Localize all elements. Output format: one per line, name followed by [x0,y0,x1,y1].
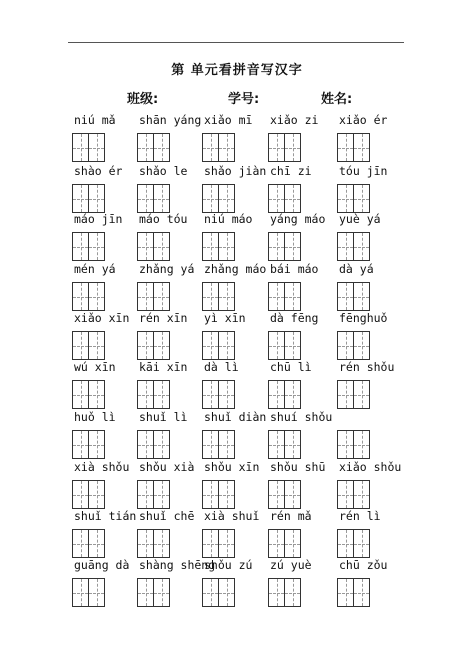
pinyin-label: yáng máo [270,212,326,226]
tianzige-box[interactable] [268,133,285,162]
name-label: 姓名: [321,92,353,107]
character-writing-boxes[interactable] [202,232,235,261]
tianzige-box[interactable] [154,380,170,409]
tianzige-box[interactable] [72,232,89,261]
tianzige-box[interactable] [154,529,170,558]
tianzige-box[interactable] [202,480,219,509]
tianzige-box[interactable] [354,331,370,360]
character-writing-boxes[interactable] [202,480,235,509]
tianzige-box[interactable] [202,133,219,162]
pinyin-label: shuǐ tián [74,509,137,523]
tianzige-box[interactable] [72,380,89,409]
character-writing-boxes[interactable] [72,380,105,409]
pinyin-label: huǒ lì [74,410,116,424]
tianzige-box[interactable] [268,529,285,558]
tianzige-box[interactable] [219,184,235,213]
tianzige-box[interactable] [89,184,105,213]
tianzige-box[interactable] [137,430,154,459]
pinyin-label: xià shuǐ [204,509,260,523]
tianzige-box[interactable] [354,184,370,213]
tianzige-box[interactable] [268,232,285,261]
pinyin-label: zhǎng máo [204,262,267,276]
pinyin-label: shuǐ chē [139,509,195,523]
tianzige-box[interactable] [219,430,235,459]
pinyin-label: xiǎo mī [204,113,253,127]
tianzige-box[interactable] [354,430,370,459]
character-writing-boxes[interactable] [72,282,105,311]
tianzige-box[interactable] [337,133,354,162]
tianzige-box[interactable] [202,331,219,360]
tianzige-box[interactable] [219,480,235,509]
tianzige-box[interactable] [202,430,219,459]
tianzige-box[interactable] [154,184,170,213]
tianzige-box[interactable] [337,232,354,261]
pinyin-label: wú xīn [74,360,116,374]
tianzige-box[interactable] [72,133,89,162]
pinyin-label: zú yuè [270,558,312,572]
tianzige-box[interactable] [219,529,235,558]
tianzige-box[interactable] [202,184,219,213]
character-writing-boxes[interactable] [202,578,235,607]
character-writing-boxes[interactable] [72,578,105,607]
tianzige-box[interactable] [72,578,89,607]
tianzige-box[interactable] [337,184,354,213]
character-writing-boxes[interactable] [72,430,105,459]
pinyin-label: xiǎo shǒu [339,460,402,474]
tianzige-box[interactable] [154,282,170,311]
tianzige-box[interactable] [268,184,285,213]
tianzige-box[interactable] [354,380,370,409]
character-writing-boxes[interactable] [137,480,170,509]
character-writing-boxes[interactable] [337,430,370,459]
tianzige-box[interactable] [137,380,154,409]
tianzige-box[interactable] [268,380,285,409]
character-writing-boxes[interactable] [337,133,370,162]
character-writing-boxes[interactable] [137,133,170,162]
tianzige-box[interactable] [202,529,219,558]
pinyin-label: xiǎo xīn [74,311,130,325]
tianzige-box[interactable] [285,529,301,558]
tianzige-box[interactable] [354,480,370,509]
pinyin-label: guāng dà [74,558,130,572]
tianzige-box[interactable] [337,529,354,558]
tianzige-box[interactable] [137,331,154,360]
pinyin-label: dà yá [339,262,374,276]
tianzige-box[interactable] [354,282,370,311]
tianzige-box[interactable] [285,480,301,509]
pinyin-label: shǒu zú [204,558,253,572]
tianzige-box[interactable] [72,529,89,558]
tianzige-box[interactable] [72,430,89,459]
pinyin-label: shàng shēng [139,558,216,572]
character-writing-boxes[interactable] [202,430,235,459]
character-writing-boxes[interactable] [268,380,301,409]
pinyin-label: shuǐ diàn [204,410,267,424]
tianzige-box[interactable] [137,282,154,311]
tianzige-box[interactable] [337,430,354,459]
pinyin-label: shuǐ lì [139,410,188,424]
tianzige-box[interactable] [154,133,170,162]
character-writing-boxes[interactable] [137,232,170,261]
pinyin-label: yì xīn [204,311,246,325]
tianzige-box[interactable] [154,331,170,360]
tianzige-box[interactable] [268,331,285,360]
pinyin-label: rén xīn [139,311,188,325]
character-writing-boxes[interactable] [337,331,370,360]
tianzige-box[interactable] [219,380,235,409]
tianzige-box[interactable] [268,578,285,607]
tianzige-box[interactable] [72,331,89,360]
pinyin-label: dà fēng [270,311,319,325]
tianzige-box[interactable] [337,578,354,607]
character-writing-boxes[interactable] [202,133,235,162]
character-writing-boxes[interactable] [337,380,370,409]
tianzige-box[interactable] [354,133,370,162]
character-writing-boxes[interactable] [202,331,235,360]
pinyin-label: shuí shǒu [270,410,333,424]
tianzige-box[interactable] [285,380,301,409]
tianzige-box[interactable] [337,480,354,509]
tianzige-box[interactable] [285,133,301,162]
pinyin-label: chū lì [270,360,312,374]
pinyin-label: niú mǎ [74,113,116,127]
pinyin-label: tóu jīn [339,164,388,178]
tianzige-box[interactable] [285,578,301,607]
character-writing-boxes[interactable] [72,480,105,509]
tianzige-box[interactable] [202,578,219,607]
tianzige-box[interactable] [337,331,354,360]
character-writing-boxes[interactable] [72,232,105,261]
pinyin-label: chū zǒu [339,558,388,572]
tianzige-box[interactable] [89,430,105,459]
pinyin-label: shào ér [74,164,123,178]
pinyin-label: máo tóu [139,212,188,226]
tianzige-box[interactable] [72,480,89,509]
pinyin-label: shān yáng [139,113,202,127]
character-writing-boxes[interactable] [268,578,301,607]
class-label: 班级: [127,92,159,107]
character-writing-boxes[interactable] [337,529,370,558]
tianzige-box[interactable] [285,282,301,311]
tianzige-box[interactable] [89,331,105,360]
tianzige-box[interactable] [154,480,170,509]
pinyin-label: shǒu xià [139,460,195,474]
character-writing-boxes[interactable] [137,184,170,213]
character-writing-boxes[interactable] [268,430,301,459]
character-writing-boxes[interactable] [137,331,170,360]
character-writing-boxes[interactable] [137,529,170,558]
tianzige-box[interactable] [137,578,154,607]
pinyin-label: máo jīn [74,212,123,226]
character-writing-boxes[interactable] [337,578,370,607]
character-writing-boxes[interactable] [337,282,370,311]
tianzige-box[interactable] [89,529,105,558]
pinyin-label: yuè yá [339,212,381,226]
tianzige-box[interactable] [89,380,105,409]
tianzige-box[interactable] [219,232,235,261]
character-writing-boxes[interactable] [268,232,301,261]
pinyin-label: mén yá [74,262,116,276]
tianzige-box[interactable] [285,331,301,360]
tianzige-box[interactable] [285,184,301,213]
tianzige-box[interactable] [285,430,301,459]
tianzige-box[interactable] [137,480,154,509]
tianzige-box[interactable] [89,133,105,162]
character-writing-boxes[interactable] [72,331,105,360]
tianzige-box[interactable] [202,282,219,311]
pinyin-label: bái máo [270,262,319,276]
tianzige-box[interactable] [137,133,154,162]
tianzige-box[interactable] [89,480,105,509]
character-writing-boxes[interactable] [137,578,170,607]
student-id-label: 学号: [228,92,260,107]
character-writing-boxes[interactable] [137,430,170,459]
character-writing-boxes[interactable] [202,380,235,409]
tianzige-box[interactable] [137,232,154,261]
tianzige-box[interactable] [219,282,235,311]
top-rule [68,42,404,43]
pinyin-label: kāi xīn [139,360,188,374]
character-writing-boxes[interactable] [337,184,370,213]
tianzige-box[interactable] [337,380,354,409]
pinyin-label: rén mǎ [270,509,312,523]
character-writing-boxes[interactable] [202,184,235,213]
pinyin-label: fēnghuǒ [339,311,388,325]
character-writing-boxes[interactable] [337,480,370,509]
tianzige-box[interactable] [137,529,154,558]
pinyin-label: shǒu shū [270,460,326,474]
character-writing-boxes[interactable] [337,232,370,261]
pinyin-label: xiǎo ér [339,113,388,127]
tianzige-box[interactable] [202,232,219,261]
tianzige-box[interactable] [154,430,170,459]
character-writing-boxes[interactable] [72,529,105,558]
tianzige-box[interactable] [137,184,154,213]
pinyin-label: rén lì [339,509,381,523]
pinyin-label: chī zi [270,164,312,178]
tianzige-box[interactable] [72,184,89,213]
tianzige-box[interactable] [268,282,285,311]
tianzige-box[interactable] [154,578,170,607]
character-writing-boxes[interactable] [202,282,235,311]
pinyin-label: xiǎo zi [270,113,319,127]
tianzige-box[interactable] [285,232,301,261]
tianzige-box[interactable] [354,232,370,261]
tianzige-box[interactable] [268,480,285,509]
tianzige-box[interactable] [337,282,354,311]
character-writing-boxes[interactable] [137,282,170,311]
pinyin-label: rén shǒu [339,360,395,374]
character-writing-boxes[interactable] [268,480,301,509]
pinyin-label: niú máo [204,212,253,226]
tianzige-box[interactable] [89,578,105,607]
tianzige-box[interactable] [219,578,235,607]
character-writing-boxes[interactable] [268,133,301,162]
character-writing-boxes[interactable] [268,282,301,311]
character-writing-boxes[interactable] [202,529,235,558]
pinyin-label: xià shǒu [74,460,130,474]
pinyin-label: shǒu xīn [204,460,260,474]
tianzige-box[interactable] [354,529,370,558]
pinyin-label: shǎo jiàn [204,164,267,178]
character-writing-boxes[interactable] [268,331,301,360]
tianzige-box[interactable] [219,133,235,162]
tianzige-box[interactable] [202,380,219,409]
tianzige-box[interactable] [72,282,89,311]
tianzige-box[interactable] [268,430,285,459]
character-writing-boxes[interactable] [72,133,105,162]
pinyin-label: dà lì [204,360,239,374]
character-writing-boxes[interactable] [72,184,105,213]
character-writing-boxes[interactable] [268,529,301,558]
tianzige-box[interactable] [354,578,370,607]
tianzige-box[interactable] [89,232,105,261]
character-writing-boxes[interactable] [268,184,301,213]
pinyin-label: zhǎng yá [139,262,195,276]
tianzige-box[interactable] [89,282,105,311]
worksheet-title: 第 单元看拼音写汉字 [171,63,303,78]
pinyin-label: shǎo le [139,164,188,178]
character-writing-boxes[interactable] [137,380,170,409]
tianzige-box[interactable] [219,331,235,360]
tianzige-box[interactable] [154,232,170,261]
